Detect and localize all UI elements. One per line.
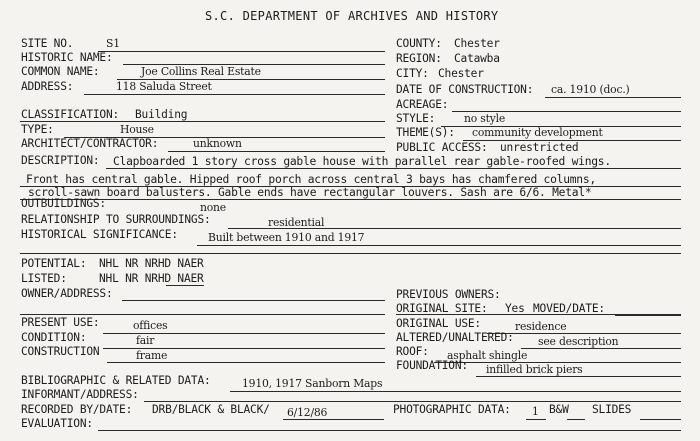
- relationship-line: [228, 228, 681, 229]
- section-divider: [20, 253, 681, 254]
- original-site-label: ORIGINAL SITE:: [396, 302, 488, 315]
- date-construction-value: ca. 1910 (doc.): [551, 83, 630, 96]
- site-no-line: [98, 51, 385, 52]
- present-use-value: offices: [133, 319, 168, 332]
- foundation-label: FOUNDATION:: [396, 359, 468, 372]
- architect-value: unknown: [193, 137, 242, 150]
- acreage-label: ACREAGE:: [396, 98, 449, 111]
- original-site-value: Yes: [505, 302, 525, 315]
- moved-date-label: MOVED/DATE:: [533, 302, 605, 315]
- common-name-value: Joe Collins Real Estate: [141, 65, 261, 78]
- potential-label: POTENTIAL:: [21, 257, 87, 270]
- evaluation-label: EVALUATION:: [21, 417, 93, 430]
- relationship-label: RELATIONSHIP TO SURROUNDINGS:: [21, 213, 211, 226]
- region-label: REGION:: [396, 52, 442, 65]
- foundation-line: [476, 376, 681, 377]
- condition-value: fair: [136, 334, 155, 347]
- description-rule-1: [106, 168, 681, 169]
- type-value: House: [120, 123, 154, 136]
- city-label: CITY:: [396, 67, 429, 80]
- informant-line: [144, 401, 681, 402]
- potential-value: NHL NR NRHD NAER: [99, 257, 204, 270]
- architect-line: [168, 151, 385, 152]
- historic-name-label: HISTORIC NAME:: [21, 51, 113, 64]
- theme-label: THEME(S):: [396, 126, 455, 139]
- address-line: [84, 94, 385, 95]
- evaluation-line: [98, 430, 681, 431]
- city-value: Chester: [438, 67, 484, 80]
- architect-label: ARCHITECT/CONTRACTOR:: [21, 137, 159, 150]
- photo-slides-line: [640, 419, 681, 420]
- owner-label: OWNER/ADDRESS:: [21, 287, 113, 300]
- style-value: no style: [464, 112, 506, 125]
- site-no-value: S1: [106, 37, 120, 50]
- photo-bw-label: B&W: [549, 403, 569, 416]
- classification-value: Building: [135, 108, 188, 121]
- type-label: TYPE:: [21, 123, 54, 136]
- original-use-label: ORIGINAL USE:: [396, 317, 481, 330]
- bibliographic-value: 1910, 1917 Sanborn Maps: [242, 377, 383, 390]
- style-label: STYLE:: [396, 112, 436, 125]
- original-use-line: [487, 333, 681, 334]
- photo-slides-label: SLIDES: [592, 403, 632, 416]
- condition-label: CONDITION:: [21, 331, 87, 344]
- owner-line: [122, 300, 385, 301]
- public-access-value: unrestricted: [500, 141, 579, 154]
- significance-line: [197, 245, 681, 246]
- address-value: 118 Saluda Street: [116, 80, 212, 93]
- recorded-date-value: 6/12/86: [287, 406, 328, 419]
- informant-label: INFORMANT/ADDRESS:: [21, 388, 139, 401]
- recorded-date-line: [283, 419, 384, 420]
- description-label: DESCRIPTION:: [21, 154, 100, 167]
- construction-line: [107, 362, 385, 363]
- date-construction-line: [545, 97, 681, 98]
- previous-owners-label: PREVIOUS OWNERS:: [396, 288, 501, 301]
- common-name-label: COMMON NAME:: [21, 65, 100, 78]
- bibliographic-label: BIBLIOGRAPHIC & RELATED DATA:: [21, 374, 211, 387]
- address-label: ADDRESS:: [21, 80, 74, 93]
- original-use-value: residence: [515, 320, 567, 333]
- photo-count-value: 1: [532, 405, 539, 418]
- moved-date-line: [615, 315, 681, 316]
- nrhd-underline: [166, 285, 204, 286]
- construction-label: CONSTRUCTION: [21, 345, 100, 358]
- relationship-value: residential: [268, 216, 325, 229]
- photo-count-line: [526, 419, 546, 420]
- classification-label: CLASSIFICATION:: [21, 108, 120, 121]
- photo-bw-line: [567, 419, 585, 420]
- description-rule-3: [20, 199, 681, 200]
- altered-line: [521, 348, 681, 349]
- description-line-3: scroll-sawn board balusters. Gable ends have rectangular louvers. Sash are 6/6. Metal*: [28, 186, 592, 199]
- bibliographic-line: [230, 391, 681, 392]
- photographic-label: PHOTOGRAPHIC DATA:: [393, 403, 511, 416]
- roof-label: ROOF:: [396, 345, 429, 358]
- recorded-by-value: DRB/BLACK & BLACK/: [152, 403, 270, 416]
- public-access-label: PUBLIC ACCESS:: [396, 141, 488, 154]
- outbuildings-value: none: [200, 201, 226, 214]
- site-no-label: SITE NO.: [21, 37, 74, 50]
- listed-value: NHL NR NRHD NAER: [99, 272, 204, 285]
- region-value: Catawba: [454, 52, 500, 65]
- form-title: S.C. DEPARTMENT OF ARCHIVES AND HISTORY: [205, 9, 499, 23]
- significance-value: Built between 1910 and 1917: [208, 231, 365, 244]
- description-line-2: Front has central gable. Hipped roof porch across central 3 bays has chamfered columns,: [26, 173, 596, 186]
- recorded-by-label: RECORDED BY/DATE:: [21, 403, 133, 416]
- construction-value: frame: [136, 349, 168, 362]
- altered-value: see description: [538, 335, 619, 348]
- listed-label: LISTED:: [21, 272, 67, 285]
- description-line-1: Clapboarded 1 story cross gable house with parallel rear gable-roofed wings.: [113, 155, 611, 168]
- foundation-value: infilled brick piers: [486, 363, 583, 376]
- outbuildings-label: OUTBUILDINGS:: [21, 197, 106, 210]
- roof-value: asphalt shingle: [447, 349, 528, 362]
- county-value: Chester: [454, 37, 500, 50]
- present-use-label: PRESENT USE:: [21, 316, 100, 329]
- county-label: COUNTY:: [396, 37, 442, 50]
- theme-value: community development: [472, 126, 603, 139]
- date-construction-label: DATE OF CONSTRUCTION:: [396, 83, 534, 96]
- owner-line-2: [20, 314, 385, 315]
- altered-label: ALTERED/UNALTERED:: [396, 331, 514, 344]
- classification-line: [20, 121, 385, 122]
- significance-label: HISTORICAL SIGNIFICANCE:: [21, 228, 178, 241]
